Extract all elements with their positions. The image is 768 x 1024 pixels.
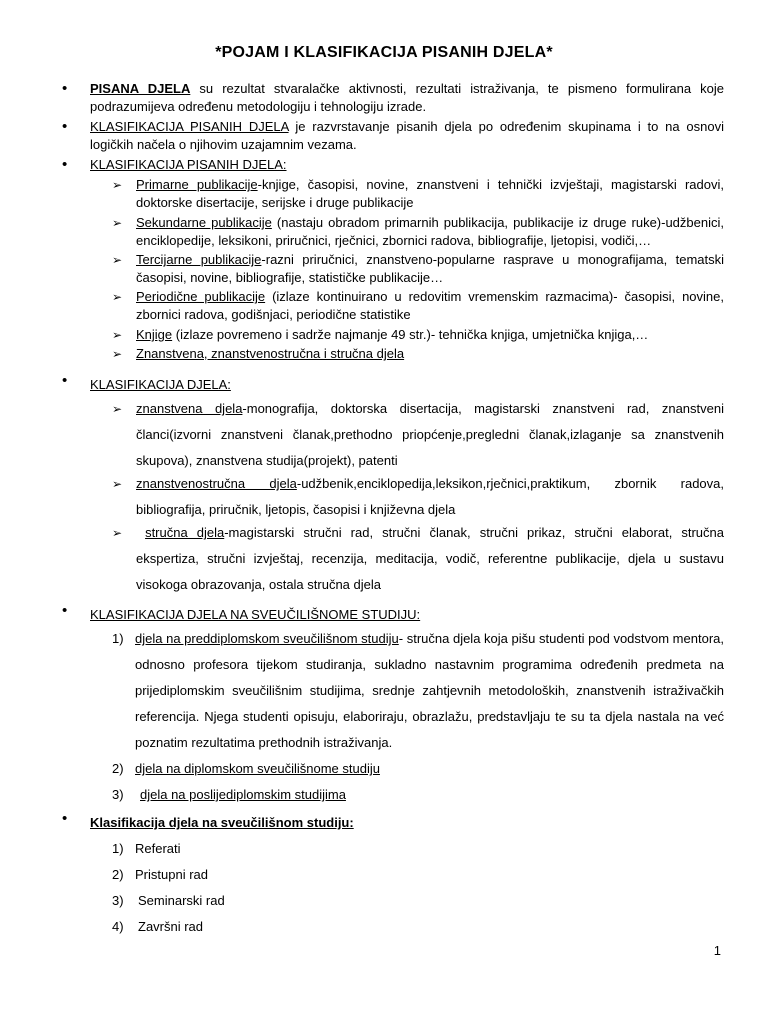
list-item: djela na preddiplomskom sveučilišnom studiju- stručna djela koja pišu studenti pod vodstvom mentora, odnosno profesora tijekom studiranja, sukladno nastavnim programima određenih predmeta na prijediplomskim sveučilišnim studijima, srednje zahtjevnih metodoloških, znanstvenih istraživačkih referencija. Njega studenti opisuju, elaboriraju, obrazlažu, predstavljaju te su ta djela nastala na već poznatim rezultatima prethodnih istraživanja. xyxy=(135,631,724,750)
section-heading: Klasifikacija djela na sveučilišnom studiju: xyxy=(90,815,354,830)
term-klasifikacija: KLASIFIKACIJA PISANIH DJELA xyxy=(90,119,289,134)
bullet: • xyxy=(62,810,68,827)
arrow-icon: ➢ xyxy=(112,402,123,416)
list-number: 3) xyxy=(112,893,124,908)
arrow-icon: ➢ xyxy=(112,290,123,304)
list-item: Pristupni rad xyxy=(135,867,208,882)
list-item: stručna djela-magistarski stručni rad, stručni članak, stručni prikaz, stručni elaborat, stručna ekspertiza, stručni izvještaj, recenzija, meditacija, vodič, referentne publikacije, djela u sustavu visokoga obrazovanja, ostala stručna djela xyxy=(136,525,724,592)
list-number: 2) xyxy=(112,867,124,882)
section-heading: KLASIFIKACIJA DJELA: xyxy=(90,377,231,392)
arrow-icon: ➢ xyxy=(112,477,123,491)
list-item: Referati xyxy=(135,841,181,856)
list-item: Periodične publikacije (izlaze kontinuirano u redovitim vremenskim razmacima)- časopisi, novine, zbornici radova, godišnjaci, periodične statistike xyxy=(136,289,724,322)
arrow-icon: ➢ xyxy=(112,347,123,361)
page-number: 1 xyxy=(713,943,721,958)
definition-text: je razvrstavanje pisanih djela po određenim skupinama i to na osnovi logičkih načela o njihovim uzajamnim vezama. xyxy=(90,119,724,152)
list-number: 4) xyxy=(112,919,124,934)
arrow-icon: ➢ xyxy=(112,526,123,540)
list-item: Seminarski rad xyxy=(138,893,225,908)
arrow-icon: ➢ xyxy=(112,253,123,267)
list-number: 2) xyxy=(112,761,124,776)
section-heading: KLASIFIKACIJA DJELA NA SVEUČILIŠNOME STUDIJU: xyxy=(90,607,421,622)
bullet: • xyxy=(62,602,68,619)
arrow-icon: ➢ xyxy=(112,178,123,192)
list-item: Znanstvena, znanstvenostručna i stručna djela xyxy=(136,346,405,361)
list-item: Sekundarne publikacije (nastaju obradom primarnih publikacija, publikacije iz druge ruke)-udžbenici, enciklopedije, leksikoni, priručnici, rječnici, zbornici radova, bibliografije, ljetopisi, vodiči,… xyxy=(136,215,724,248)
list-item: Knjige (izlaze povremeno i sadrže najmanje 49 str.)- tehnička knjiga, umjetnička knjiga,… xyxy=(136,327,649,342)
list-number: 1) xyxy=(112,841,124,856)
arrow-icon: ➢ xyxy=(112,216,123,230)
arrow-icon: ➢ xyxy=(112,328,123,342)
list-item: Primarne publikacije-knjige, časopisi, novine, znanstveni i tehnički izvještaji, magistarski radovi, doktorske disertacije, serijske i druge publikacije xyxy=(136,177,724,210)
list-item: znanstvena djela-monografija, doktorska disertacija, magistarski znanstveni rad, znanstveni članci(izvorni znanstveni članak,prethodno priopćenje,pregledni članak,izlaganje sa znanstvenih skupova), znanstvena studija(projekt), patenti xyxy=(136,401,724,468)
bullet: • xyxy=(62,372,68,389)
list-number: 3) xyxy=(112,787,124,802)
list-item: Tercijarne publikacije-razni priručnici, znanstveno-popularne rasprave u monografijama, tematski časopisi, novine, bibliografije, statističke publikacije… xyxy=(136,252,725,285)
definition-text: su rezultat stvaralačke aktivnosti, rezultati istraživanja, te pismeno formulirana koje podrazumijeva određenu metodologiju i tehnologiju izrade. xyxy=(90,81,724,114)
section-heading: KLASIFIKACIJA PISANIH DJELA: xyxy=(90,157,287,172)
list-item: djela na diplomskom sveučilišnome studiju xyxy=(135,761,380,776)
list-item: djela na poslijediplomskim studijima xyxy=(140,787,346,802)
document-title: *POJAM I KLASIFIKACIJA PISANIH DJELA* xyxy=(215,44,553,61)
term-pisana-djela: PISANA DJELA xyxy=(90,81,191,96)
bullet: • xyxy=(62,118,68,135)
list-item: znanstvenostručna djela-udžbenik,enciklopedija,leksikon,rječnici,praktikum, zbornik radova, bibliografija, priručnik, ljetopis, časopisi i književna djela xyxy=(136,476,724,517)
list-number: 1) xyxy=(112,631,124,646)
bullet: • xyxy=(62,80,68,97)
bullet: • xyxy=(62,156,68,173)
list-item: Završni rad xyxy=(138,919,204,934)
